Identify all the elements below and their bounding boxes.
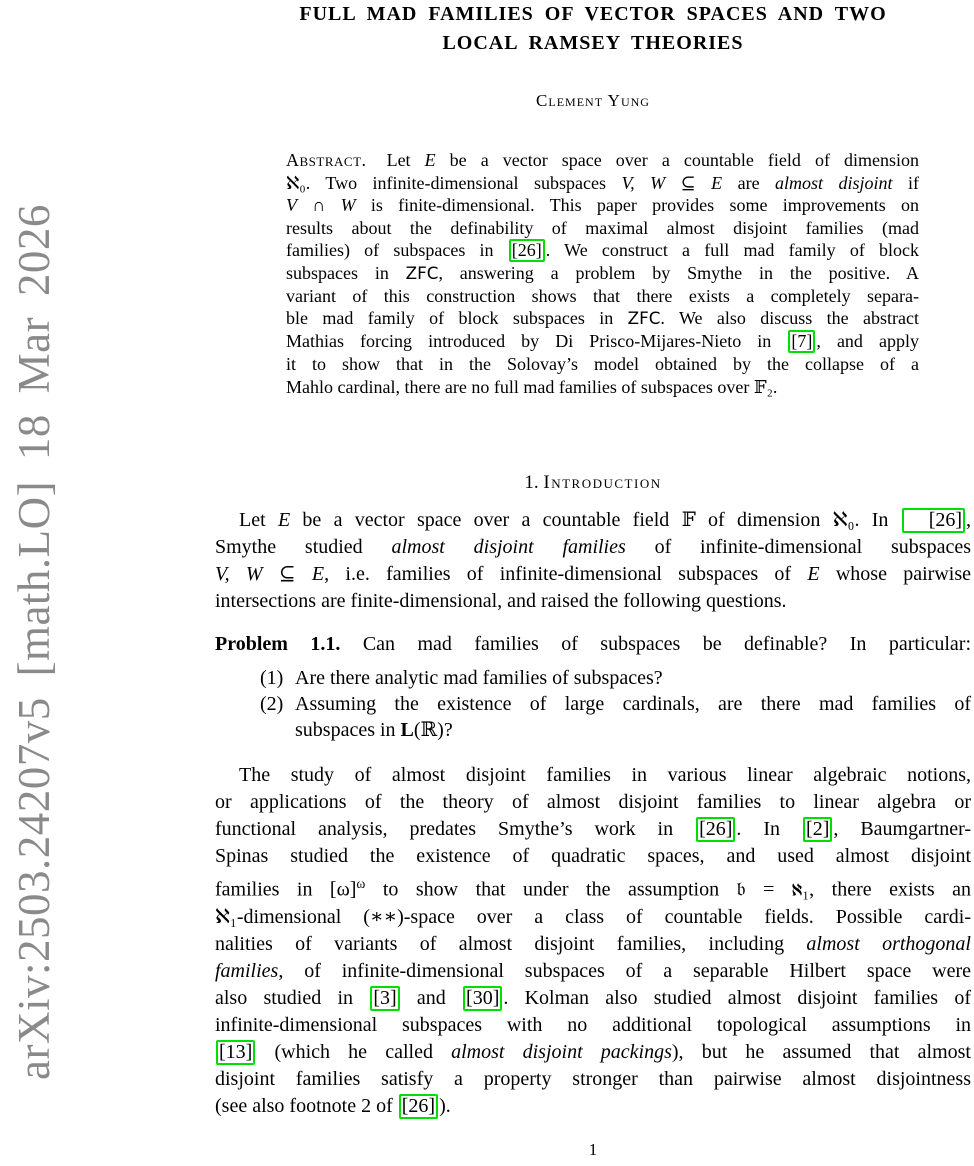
list-item xyxy=(215,665,971,691)
section-heading xyxy=(215,470,971,496)
paper-title xyxy=(215,0,971,58)
text-line: ble mad family of block subspaces in ZFC. We also discuss the abstract xyxy=(286,308,919,329)
citation-link[interactable]: [26] xyxy=(399,1094,438,1119)
text-line: Are there analytic mad families of subspaces? xyxy=(295,667,663,689)
text-line: families in $[\omega]^\omega$ to show that under the assumption 𝔟 = ℵ₁, there exists an xyxy=(215,876,971,901)
arxiv-stamp[interactable]: arXiv:2503.24207v5 [math.LO] 18 Mar 2026 xyxy=(9,204,59,1080)
text-line: Let E be a vector space over a countable field 𝔽 of dimension ℵ₀. In [26] , xyxy=(239,509,972,531)
list-item-text xyxy=(295,665,971,691)
text-line: nalities of variants of almost disjoint families, including almost orthogonal xyxy=(215,932,971,955)
page-number: 1 xyxy=(588,1140,598,1159)
abstract-block xyxy=(286,149,919,398)
intro-paragraph-2 xyxy=(215,762,971,1120)
citation-link[interactable]: [3] xyxy=(370,986,399,1011)
text-line: Mahlo cardinal, there are no full mad families of subspaces over 𝔽₂. xyxy=(286,376,778,397)
citation-link[interactable]: [26] xyxy=(902,508,965,533)
text-line: families) of subspaces in [26] . We construct a full mad family of block xyxy=(286,240,920,261)
citation-link[interactable]: [30] xyxy=(463,986,502,1011)
text-line: ℵ₁-dimensional (∗∗)-space over a class of countable fields. Possible cardi- xyxy=(215,905,971,928)
text-line: Spinas studied the existence of quadratic spaces, and used almost disjoint xyxy=(215,845,971,867)
citation-link[interactable]: [7] xyxy=(788,330,815,353)
text-line: Mathias forcing introduced by Di Prisco-Mijares-Nieto in [7] , and apply xyxy=(286,331,919,352)
text-line: intersections are finite-dimensional, and raised the following questions. xyxy=(215,590,787,612)
text-line: variant of this construction shows that there exists a completely separa- xyxy=(286,285,919,306)
text-line: ℵ₀. Two infinite-dimensional subspaces V, W ⊆ E are almost disjoint if xyxy=(286,172,919,193)
intro-paragraph-1 xyxy=(215,507,971,615)
section-number: 1. xyxy=(524,472,539,493)
text-line: V, W ⊆ E, i.e. families of infinite-dimensional subspaces of E whose pairwise xyxy=(215,563,971,585)
citation-link[interactable]: [26] xyxy=(696,817,735,842)
text-line: Problem 1.1. Can mad families of subspaces be definable? In particular: xyxy=(215,633,971,655)
text-line: (see also footnote 2 of [26] ). xyxy=(215,1094,451,1117)
list-item-text xyxy=(295,691,971,743)
paper-title-line2: LOCAL RAMSEY THEORIES xyxy=(442,32,744,54)
list-item-label: (2) xyxy=(260,693,284,715)
text-line: subspaces in ZFC, answering a problem by Smythe in the positive. A xyxy=(286,263,919,284)
text-line: functional analysis, predates Smythe’s work in [26] . In [2] , Baumgartner- xyxy=(215,818,971,840)
text-line: V ∩ W is finite-dimensional. This paper provides some improvements on xyxy=(286,195,920,216)
text-line: families, of infinite-dimensional subspaces of a separable Hilbert space were xyxy=(215,959,971,982)
text-line: infinite-dimensional subspaces with no additional topological assumptions in xyxy=(215,1013,971,1036)
text-line: it to show that in the Solovay’s model obtained by the collapse of a xyxy=(286,353,919,374)
citation-link[interactable]: [2] xyxy=(803,817,832,842)
text-line: disjoint families satisfy a property stronger than pairwise almost disjointness xyxy=(215,1067,971,1090)
text-line: subspaces in L(ℝ)? xyxy=(295,719,453,741)
section-title: Introduction xyxy=(543,472,662,493)
text-line: Abstract. Let E be a vector space over a countable field of dimension xyxy=(286,150,919,170)
citation-link[interactable]: [26] xyxy=(509,239,545,262)
paper-title-line1: FULL MAD FAMILIES OF VECTOR SPACES AND TWO xyxy=(299,3,887,25)
list-item-label: (1) xyxy=(260,667,284,689)
problem-list xyxy=(215,665,971,743)
text-line: The study of almost disjoint families in various linear algebraic notions, xyxy=(239,764,971,786)
list-item xyxy=(215,691,971,743)
text-line: or applications of the theory of almost disjoint families to linear algebra or xyxy=(215,791,971,813)
problem-1-1 xyxy=(215,631,971,657)
text-column xyxy=(215,0,971,1166)
text-line: also studied in [3] and [30] . Kolman also studied almost disjoint families of xyxy=(215,986,971,1009)
citation-link[interactable]: [13] xyxy=(216,1040,255,1065)
text-line: Assuming the existence of large cardinals, are there mad families of xyxy=(295,693,971,715)
author-name: Clement Yung xyxy=(536,91,650,110)
text-line: [13] (which he called almost disjoint packings), but he assumed that almost xyxy=(215,1039,971,1066)
text-line: Smythe studied almost disjoint families of infinite-dimensional subspaces xyxy=(215,536,972,558)
text-line: results about the definability of maximal almost disjoint families (mad xyxy=(286,217,919,238)
